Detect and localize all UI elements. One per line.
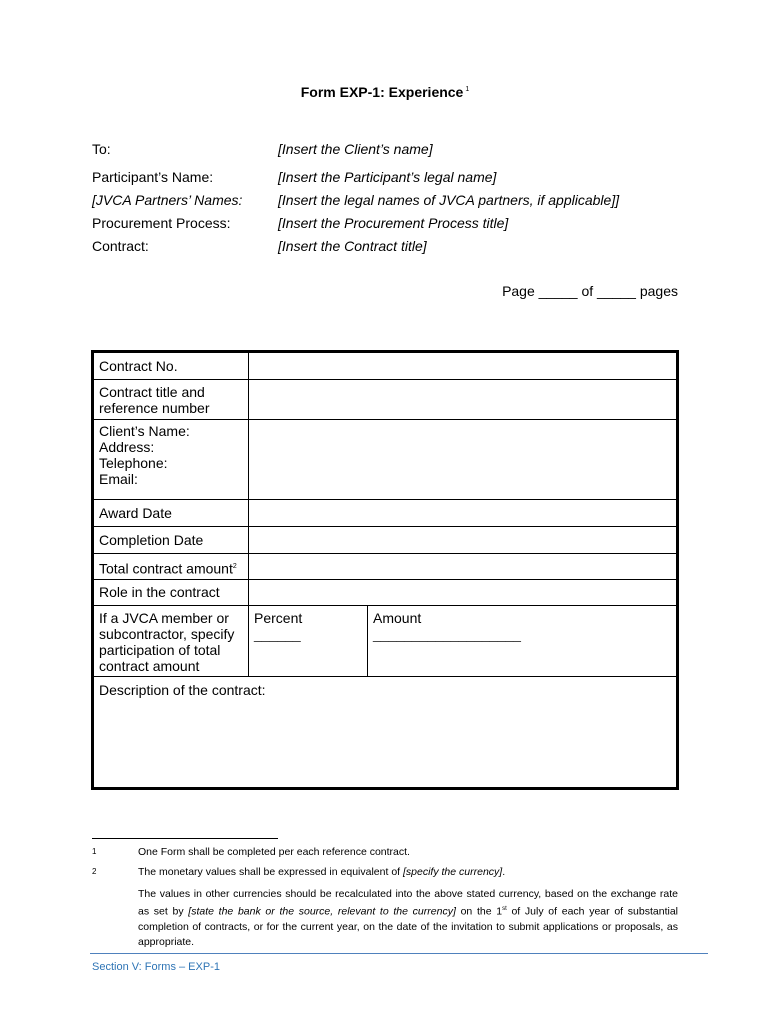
experience-table	[91, 350, 679, 790]
footnote-3-part: on the 1	[455, 905, 503, 918]
table-row	[93, 677, 678, 789]
footnote-1-text: One Form shall be completed per each reference contract.	[138, 846, 410, 858]
procurement-process-label: Procurement Process:	[92, 215, 231, 231]
description-cell[interactable]	[93, 677, 678, 789]
jvca-line: If a JVCA member or	[99, 610, 229, 626]
amount-blank: ___________________	[373, 626, 521, 642]
award-date-label: Award Date	[93, 500, 249, 527]
footnote-3-ordinal: st	[502, 906, 507, 912]
percent-blank: ______	[254, 626, 301, 642]
client-name-label: Client’s Name:	[99, 423, 190, 439]
completion-date-cell[interactable]	[249, 527, 678, 554]
client-telephone-label: Telephone:	[99, 455, 168, 471]
table-row	[93, 527, 678, 554]
amount-label: Amount	[373, 610, 422, 626]
footnote-2-part: The monetary values shall be expressed in equivalent of	[138, 866, 403, 878]
title-footnote-ref: 1	[465, 86, 470, 94]
footnote-separator	[92, 838, 278, 839]
contract-no-label: Contract No.	[93, 352, 249, 380]
footnote-2-currency-placeholder: [specify the currency]	[403, 866, 503, 878]
amount-cell[interactable]	[368, 606, 678, 677]
table-row	[93, 380, 678, 420]
to-label: To:	[92, 141, 111, 157]
jvca-participation-label	[93, 606, 249, 677]
footnote-2-continuation	[138, 887, 678, 950]
title-text: Form EXP-1: Experience	[300, 84, 464, 100]
table-row	[93, 352, 678, 380]
total-amount-label	[93, 554, 249, 580]
contract-title-cell[interactable]	[249, 380, 678, 420]
jvca-line: contract amount	[99, 658, 200, 674]
to-value: [Insert the Client’s name]	[278, 141, 433, 157]
total-amount-text: Total contract amount	[99, 560, 233, 577]
table-row	[93, 420, 678, 500]
percent-cell[interactable]	[249, 606, 368, 677]
participant-name-value: [Insert the Participant’s legal name]	[278, 169, 497, 185]
page-of-pages: Page _____ of _____ pages	[502, 283, 678, 299]
participant-name-label: Participant’s Name:	[92, 169, 214, 185]
footnote-3-part: The values in other currencies should be recalculated into the above stated currency, based on the exchange rate as set by	[138, 888, 678, 918]
description-label: Description of the contract:	[99, 682, 266, 698]
table-row	[93, 554, 678, 580]
role-label: Role in the contract	[93, 580, 249, 606]
jvca-line: participation of total	[99, 642, 221, 658]
client-info-cell[interactable]	[249, 420, 678, 500]
page-title	[0, 84, 770, 100]
completion-date-label: Completion Date	[93, 527, 249, 554]
table-row	[93, 500, 678, 527]
role-cell[interactable]	[249, 580, 678, 606]
footnote-1-number: 1	[92, 847, 97, 856]
client-address-label: Address:	[99, 439, 155, 455]
footnote-2-number: 2	[92, 867, 97, 876]
contract-title-label	[93, 380, 249, 420]
client-info-label	[93, 420, 249, 500]
percent-label: Percent	[254, 610, 303, 626]
jvca-line: subcontractor, specify	[99, 626, 235, 642]
contract-label: Contract:	[92, 238, 149, 254]
footer-rule	[90, 953, 708, 954]
page-footer: Section V: Forms – EXP-1	[92, 961, 220, 973]
contract-title-line: reference number	[99, 400, 210, 416]
contract-value: [Insert the Contract title]	[278, 238, 427, 254]
contract-no-cell[interactable]	[249, 352, 678, 380]
procurement-process-value: [Insert the Procurement Process title]	[278, 215, 509, 231]
footnote-3-part: of July of each year of substantial completion of contracts, or for the current year, on the date of the invitation to submit applications or proposals, as appropriate.	[138, 905, 678, 948]
footnote-3-bank-placeholder: [state the bank or the source, relevant to the currency]	[188, 905, 456, 918]
footnote-2-part: .	[502, 866, 506, 878]
total-amount-cell[interactable]	[249, 554, 678, 580]
table-row	[93, 606, 678, 677]
jvca-partners-value: [Insert the legal names of JVCA partners, if applicable]]	[278, 192, 620, 208]
footnote-2-text	[138, 865, 678, 880]
total-amount-footnote-ref: 2	[232, 563, 237, 570]
award-date-cell[interactable]	[249, 500, 678, 527]
table-row	[93, 580, 678, 606]
contract-title-line: Contract title and	[99, 384, 205, 400]
client-email-label: Email:	[99, 471, 138, 487]
jvca-partners-label: [JVCA Partners’ Names:	[92, 192, 243, 208]
